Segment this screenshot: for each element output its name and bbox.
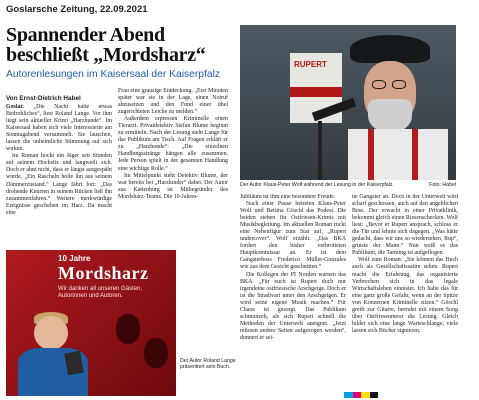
paragraph: Jubiläum ist ihm eine besondere Freude. [240,194,336,200]
paragraph: Nach einer Pause betreten Klaus-Peter Wolf und Bettina Göschl das Podest. Die beiden stehen für Ostfriesen-Krimis mit Musikbegleitung. Im aktuellen Roman rückt eine Nebenfigur zum Star auf, „Rupert undercover“. Wolf erzählt: „Das BKA fordert den bisher verbrotteten Hauptkommissar an. Er ist dem Gangsterboss Frederico Müller-Gonzales wie aus dem Gesicht geschnitten.“ [240,201,346,271]
paragraph: Wolf zum Roman: „Sie können das Buch auch als Gesellschaftssatire sehen. Rupert macht die Erfahrung, das organisierte Verbrechen sich in das legale Wirtschaftsleben einnistet. Ich halte das für eine ganz große Gefahr, wenn an der Spitze von Konzernen Kriminelle sitzen.“ Göschl greift zur Gitarre, beendet mit einem Song über Ostfriesenmoor die Lesung. Gleich bildet sich eine lange Warteschlange, viele lassen sich Bücher signieren. [352,257,458,334]
article-column-2 [118,88,228,246]
article-column-1 [6,104,112,246]
microphone-stand [318,121,322,180]
registration-black [370,392,379,398]
article-column-4 [352,194,458,396]
glasses-left [372,80,386,89]
paragraph: Im Mittelpunkt steht Detektiv Blume, der war bereits bei „Harzkinder“ dabei. Der Autor aus Kattenburg ist Mitbegründer des Mordsharz-Teams. Die 10-Jahres- [118,172,228,200]
paragraph: Die Kollegen der PI Norden warnen das BKA. „Für euch ist Rupert doch nur irgendeine ostfriesische Arschgeige. Doch er ist die Stradivari unter den Arschgeigen. Er wird seine eigene Musik machen.“ Für Chaos ist gesorgt. Das Publikum schmunzelt, als sich Rupert schnell die Methoden der Unterwelt aneignet. „Jetzt müssen andere Seiten aufgezogen werden“, donnert er sei- [240,271,346,341]
paragraph: Außerdem erpressen Kriminelle einen Tierarzt. Privatdetektiv Stefan Blume beginnt zu ermitteln. Nach der Lesung steht Lange für das Publikum am Tisch. Auf Fragen erklärt er zu „Harzhunde“: „Die einzelnen Handlungsstränge hängen alle zusammen. Jede Person spielt in der gesamten Handlung eine wichtige Rolle.“ [118,116,228,172]
byline: Von Ernst-Dietrich Habel [6,95,81,102]
shirt [348,129,448,180]
registration-marks [344,392,378,398]
face [34,316,68,350]
banner-anniversary: 10 Jahre [58,254,91,263]
subhead: Autorenlesungen im Kaisersaal der Kaiserpfalz [6,69,221,80]
paragraph: Frau eine grausige Entdeckung. „Erst Minuten später war sie in der Lage, einen Notruf abzusetzen und den Fund einer übel zugerichteten Leiche zu melden.“ [118,88,228,116]
headline: Spannender Abend beschließt „Mordsharz“ [6,24,206,66]
article-column-3 [240,194,346,396]
beard [368,99,412,133]
photo-caption-1 [240,182,456,188]
poster-band [290,87,342,97]
masthead: Goslarsche Zeitung, 22.09.2021 [6,4,148,15]
hat [350,35,430,63]
decor-mask [144,338,168,368]
suspender-right [412,129,418,180]
registration-cyan [344,392,353,398]
glasses-right [392,80,406,89]
registration-yellow [361,392,370,398]
banner-thanks: Wir danken all unseren Gästen, Autorinnen und Autoren. [58,286,143,299]
paragraph [6,104,112,153]
banner-title: Mordsharz [58,263,149,283]
dateline: Goslar. [6,104,24,110]
paragraph-text: „Die Nacht hatte etwas Bedrohliches“, liest Roland Lange. Vor ihm liegt sein aktueller Krimi „Harzhunde“. Im Kaisersaal haben sich viele Interessierte am Sonntagabend versammelt. Sie lauschen, lassen die unheimliche Stimmung auf sich wirken. [6,104,112,153]
paragraph: Im Roman hockt ein Jäger seit Stunden auf seinem Hochsitz und langweilt sich. Doch er ahnt nicht, dass er längst ausgespäht wurde. „Ein Rascheln holte ihn aus seinem Dämmerzustand.“ Lange fährt fort: „Das drohende Knurren in seinem Rücken ließ ihn zusammenfahren.“ Weitere merkwürdige Ereignisse geschehen im Harz. Da macht eine [6,153,112,216]
suspender-left [368,129,374,180]
photo-klaus-peter-wolf [240,25,456,180]
paragraph: ne Gangster an. Doch in der Unterwelt wird scharf geschossen, auch auf den angeblichen Boss. Der erwacht in einer Privatklinik, bekommt gleich einen Riesenschecken. Wolf liest: „Bevor er Rupert ansprach, schloss er die Tür und lehnte sich dagegen. „Was hätte gedacht, dass wir uns so wiedersehen, Rup“, grinste der Mann.“ Nun weiß es das Publikum, die Tarnung ist aufgeflogen. [352,194,458,257]
poster-title: RUPERT [294,60,327,69]
caption-text: Der Autor Klaus-Peter Wolf während der Lesung in der Kaiserpfalz. [240,182,394,188]
photo-caption-2: Der Autor Roland Lange präsentiert sein Buch. [180,358,236,371]
decor-mask [116,314,140,344]
registration-magenta [353,392,362,398]
photo-roland-lange [6,250,176,396]
photo-credit: Foto: Habel [429,182,456,188]
